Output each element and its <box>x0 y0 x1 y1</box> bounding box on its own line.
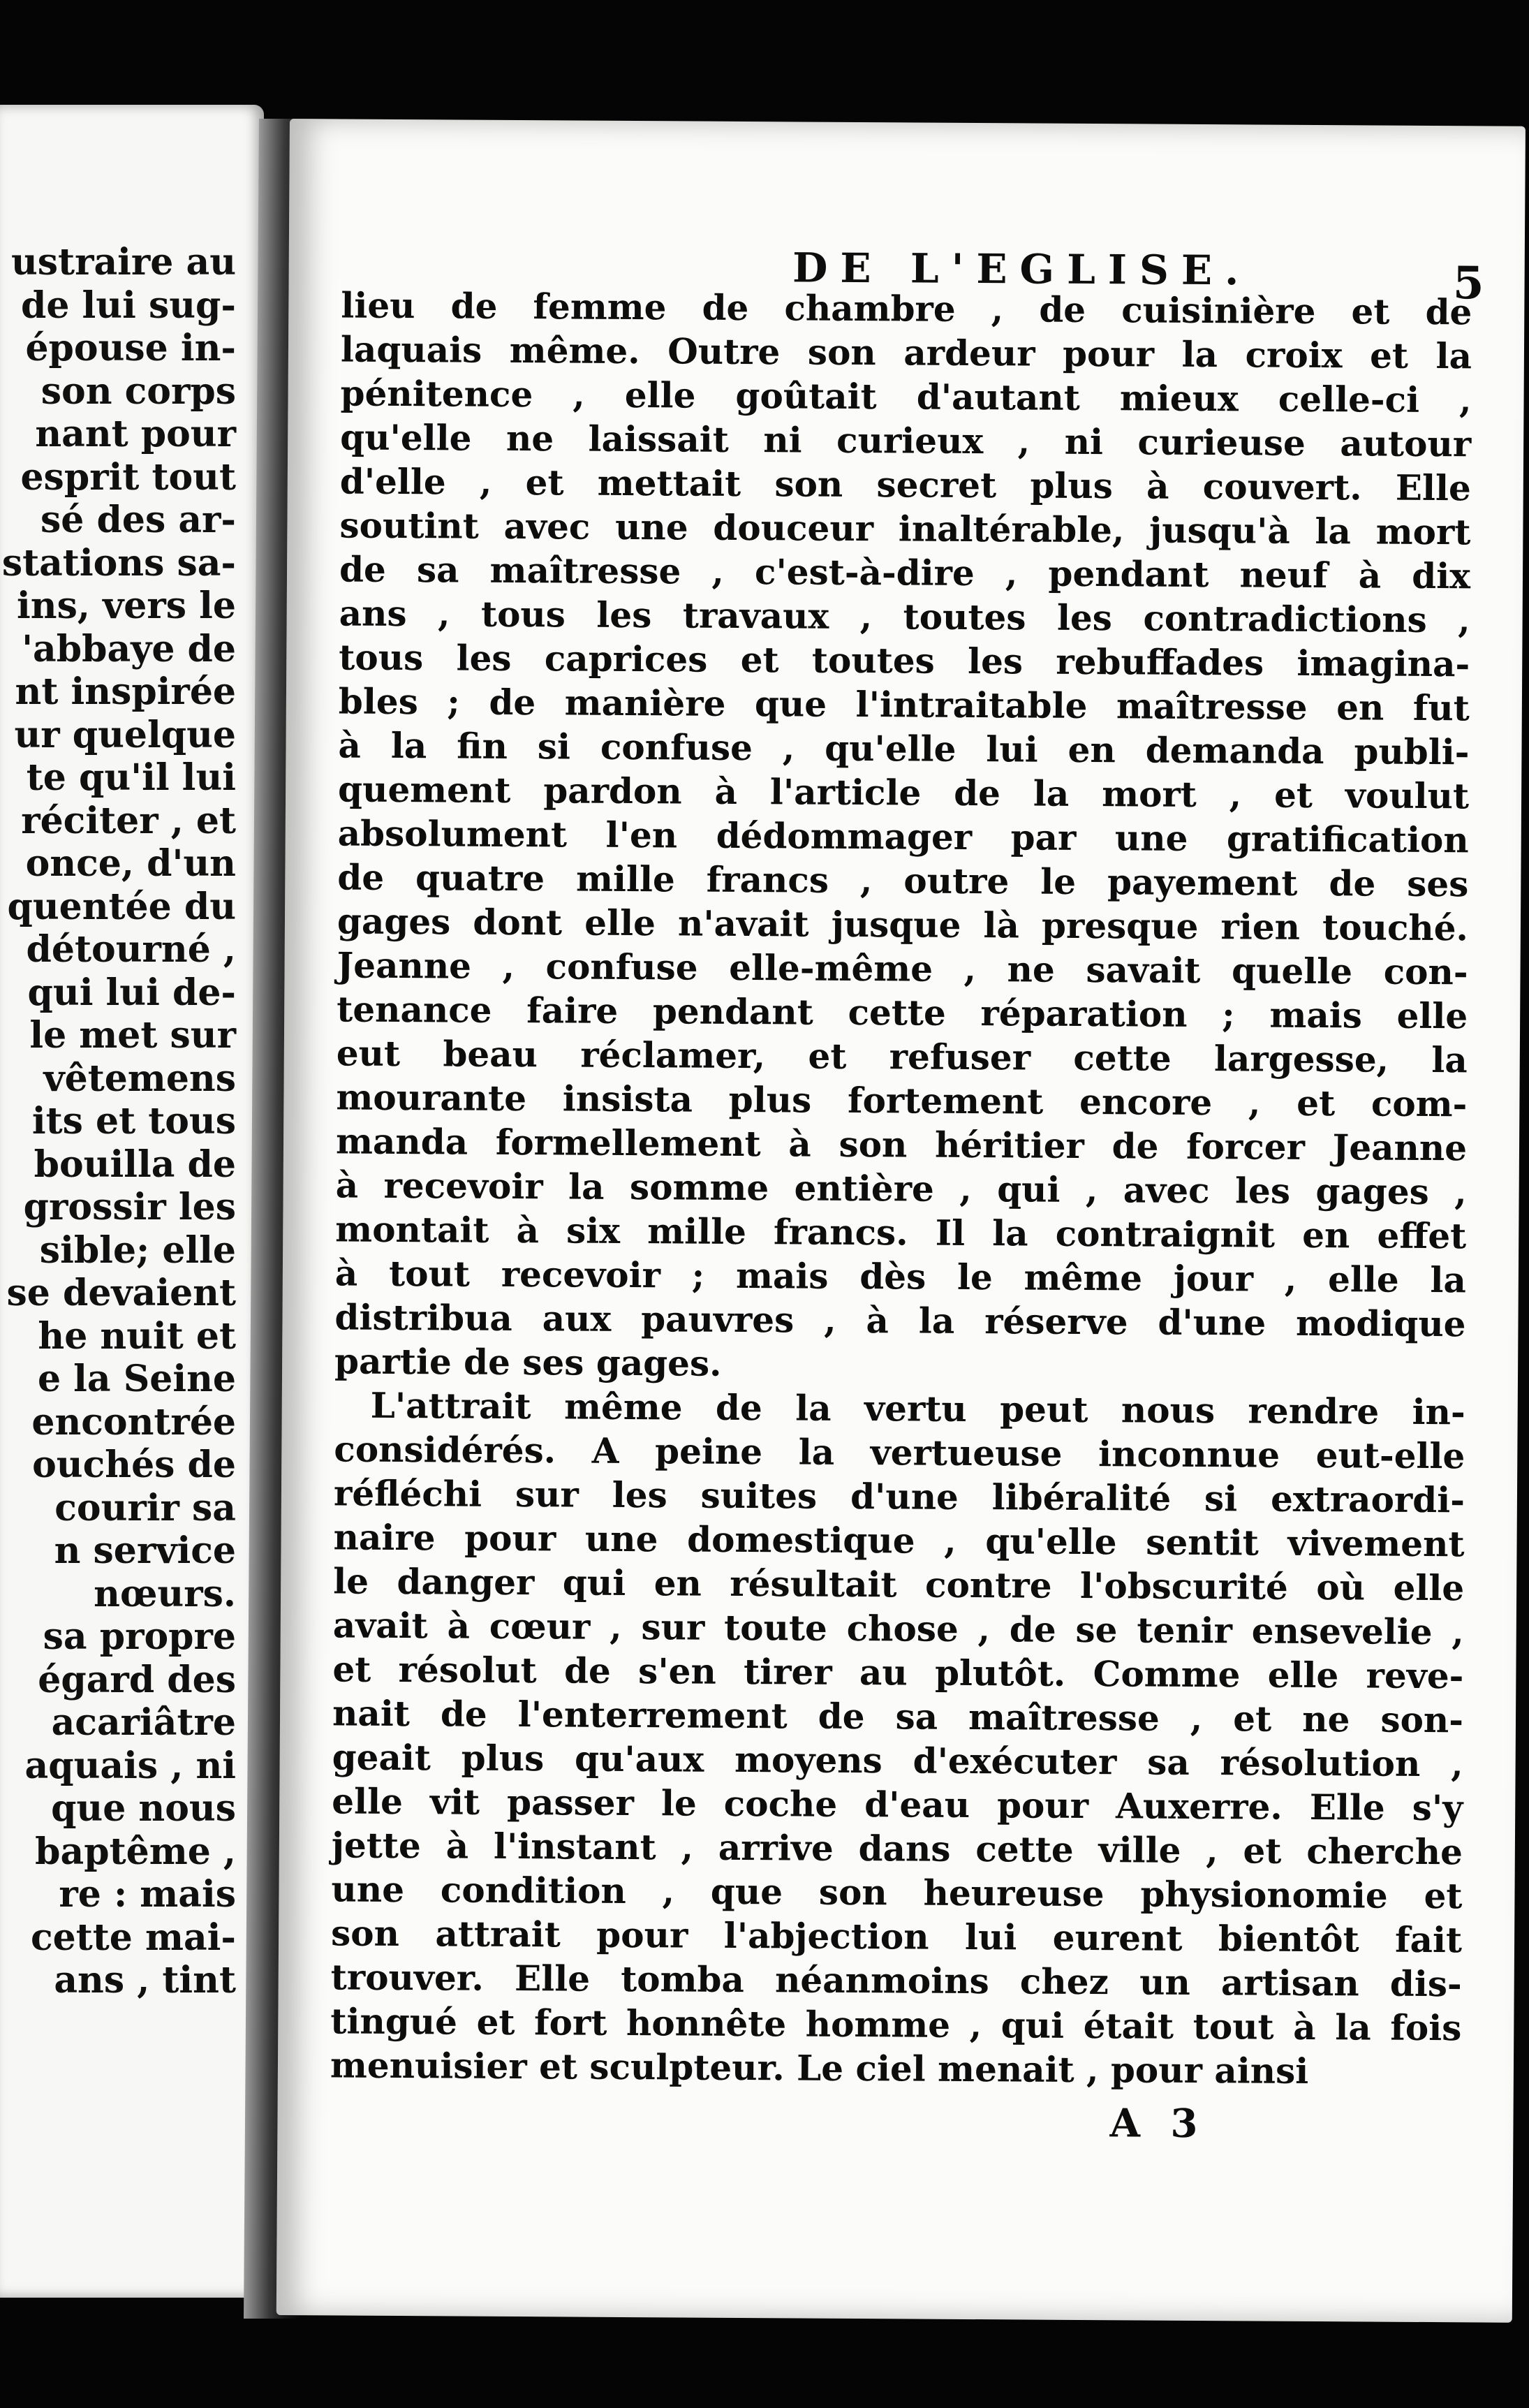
text-line: réfléchi sur les suites d'une libéralité si extraordi- <box>333 1472 1465 1521</box>
left-text-line: baptême , <box>35 1830 236 1873</box>
left-text-line: qui lui de- <box>27 971 236 1014</box>
text-line: et résolut de s'en tirer au plutôt. Comme elle reve- <box>332 1648 1464 1697</box>
text-line: Jeanne , confuse elle-même , ne savait quelle con- <box>337 944 1468 993</box>
left-text-line: son corps <box>40 369 236 413</box>
left-text-line: se devaient <box>6 1272 236 1314</box>
text-line: soutint avec une douceur inaltérable, jusqu'à la mort <box>339 504 1471 553</box>
left-text-line: sa propre <box>43 1615 236 1658</box>
left-text-line: once, d'un <box>25 842 236 885</box>
text-line: une condition , que son heureuse physionomie et <box>331 1868 1463 1917</box>
left-text-line: its et tous <box>31 1100 236 1143</box>
text-line: de quatre mille francs , outre le payement de ses <box>337 856 1469 905</box>
left-text-line: ustraire au <box>10 241 236 284</box>
page-number: 5 <box>1452 257 1484 310</box>
text-line: avait à cœur , sur toute chose , de se tenir ensevelie , <box>332 1604 1464 1653</box>
text-line: bles ; de manière que l'intraitable maîtresse en fut <box>338 680 1470 729</box>
left-text-line: he nuit et <box>38 1314 236 1358</box>
body-text <box>330 283 1472 2094</box>
left-text-line: réciter , et <box>21 799 236 842</box>
text-line: jette à l'instant , arrive dans cette ville , et cherche <box>331 1824 1463 1873</box>
text-line: lieu de femme de chambre , de cuisinière et de <box>341 284 1472 333</box>
text-line: tingué et fort honnête homme , qui était tout à la fois <box>330 2000 1462 2049</box>
left-text-line: nt inspirée <box>15 670 236 713</box>
left-text-line: que nous <box>51 1787 236 1830</box>
text-line: elle vit passer le coche d'eau pour Auxerre. Elle s'y <box>332 1780 1463 1829</box>
text-line: d'elle , et mettait son secret plus à couvert. Elle <box>339 460 1471 509</box>
text-line: à tout recevoir ; mais dès le même jour , elle la <box>334 1252 1467 1301</box>
text-line: quement pardon à l'article de la mort , et voulut <box>337 768 1470 817</box>
text-line: menuisier et sculpteur. Le ciel menait , pour ainsi <box>330 2044 1309 2092</box>
left-page-text <box>0 241 236 2002</box>
right-page <box>276 119 1526 2323</box>
left-text-line: cette mai- <box>30 1916 236 1959</box>
text-line: qu'elle ne laissait ni curieux , ni curieuse autour <box>340 416 1472 465</box>
left-text-line: détourné , <box>26 928 236 971</box>
text-line: considérés. A peine la vertueuse inconnue eut-elle <box>334 1428 1465 1477</box>
text-line: nait de l'enterrement de sa maîtresse , et ne son- <box>332 1692 1464 1741</box>
text-line: son attrait pour l'abjection lui eurent bientôt fait <box>330 1912 1463 1961</box>
left-text-line: le met sur <box>29 1014 236 1057</box>
left-text-line: bouilla de <box>34 1143 236 1186</box>
text-line: tous les caprices et toutes les rebuffades imagina- <box>339 636 1470 685</box>
left-text-line: te qu'il lui <box>26 756 236 799</box>
text-line: eut beau réclamer, et refuser cette largesse, la <box>336 1032 1468 1081</box>
text-line: montait à six mille francs. Il la contraignit en effet <box>335 1208 1467 1257</box>
left-text-line: sé des ar- <box>40 499 236 541</box>
text-line: distribua aux pauvres , à la réserve d'une modique <box>334 1296 1466 1345</box>
left-text-line: stations sa- <box>1 541 236 585</box>
left-text-line: nœurs. <box>94 1572 236 1615</box>
left-text-line: aquais , ni <box>24 1744 236 1787</box>
text-line: de sa maîtresse , c'est-à-dire , pendant neuf à dix <box>339 548 1471 597</box>
left-text-line: e la Seine <box>37 1358 236 1400</box>
left-text-line: épouse in- <box>25 327 236 369</box>
text-line: à recevoir la somme entière , qui , avec les gages , <box>335 1164 1467 1213</box>
left-text-line: encontrée <box>31 1400 236 1444</box>
left-text-line: sible; elle <box>39 1228 236 1272</box>
text-line: tenance faire pendant cette réparation ; mais elle <box>337 988 1468 1037</box>
left-text-line: grossir les <box>23 1186 236 1228</box>
left-text-line: quentée du <box>7 885 236 928</box>
text-line: le danger qui en résultait contre l'obscurité où elle <box>333 1560 1465 1609</box>
text-line: L'attrait même de la vertu peut nous rendre in- <box>370 1384 1465 1433</box>
text-line: laquais même. Outre son ardeur pour la croix et la <box>340 328 1472 377</box>
left-page <box>0 105 264 2298</box>
left-text-line: ans , tint <box>54 1959 236 2002</box>
left-text-line: courir sa <box>54 1486 236 1529</box>
text-line: pénitence , elle goûtait d'autant mieux celle-ci , <box>340 372 1472 421</box>
text-line: mourante insista plus fortement encore , et com- <box>336 1076 1468 1125</box>
left-text-line: nant pour <box>35 413 236 455</box>
left-text-line: ouchés de <box>32 1444 236 1486</box>
left-text-line: ur quelque <box>14 713 236 756</box>
text-line: trouver. Elle tomba néanmoins chez un artisan dis- <box>330 1956 1462 2005</box>
text-line: gages dont elle n'avait jusque là presque rien touché. <box>337 900 1469 949</box>
text-line: naire pour une domestique , qu'elle sentit vivement <box>333 1516 1465 1565</box>
text-line: absolument l'en dédommager par une gratification <box>337 812 1469 861</box>
running-head: DE L'EGLISE. <box>792 244 1252 295</box>
text-line: manda formellement à son héritier de forcer Jeanne <box>335 1120 1468 1169</box>
text-line: ans , tous les travaux , toutes les contradictions , <box>339 592 1470 641</box>
left-text-line: acariâtre <box>51 1701 236 1744</box>
text-line: partie de ses gages. <box>334 1340 722 1384</box>
left-text-line: ins, vers le <box>17 585 236 627</box>
signature-mark: A 3 <box>1109 2100 1206 2148</box>
left-text-line: esprit tout <box>20 455 236 499</box>
left-text-line: égard des <box>38 1658 236 1701</box>
left-text-line: re : mais <box>59 1873 236 1916</box>
text-line: à la fin si confuse , qu'elle lui en demanda publi- <box>338 724 1470 773</box>
left-text-line: vêtemens <box>43 1057 236 1100</box>
left-text-line: de lui sug- <box>21 284 236 327</box>
left-text-line: 'abbaye de <box>22 627 236 670</box>
text-line: geait plus qu'aux moyens d'exécuter sa résolution , <box>332 1736 1463 1785</box>
left-text-line: n service <box>54 1529 236 1572</box>
